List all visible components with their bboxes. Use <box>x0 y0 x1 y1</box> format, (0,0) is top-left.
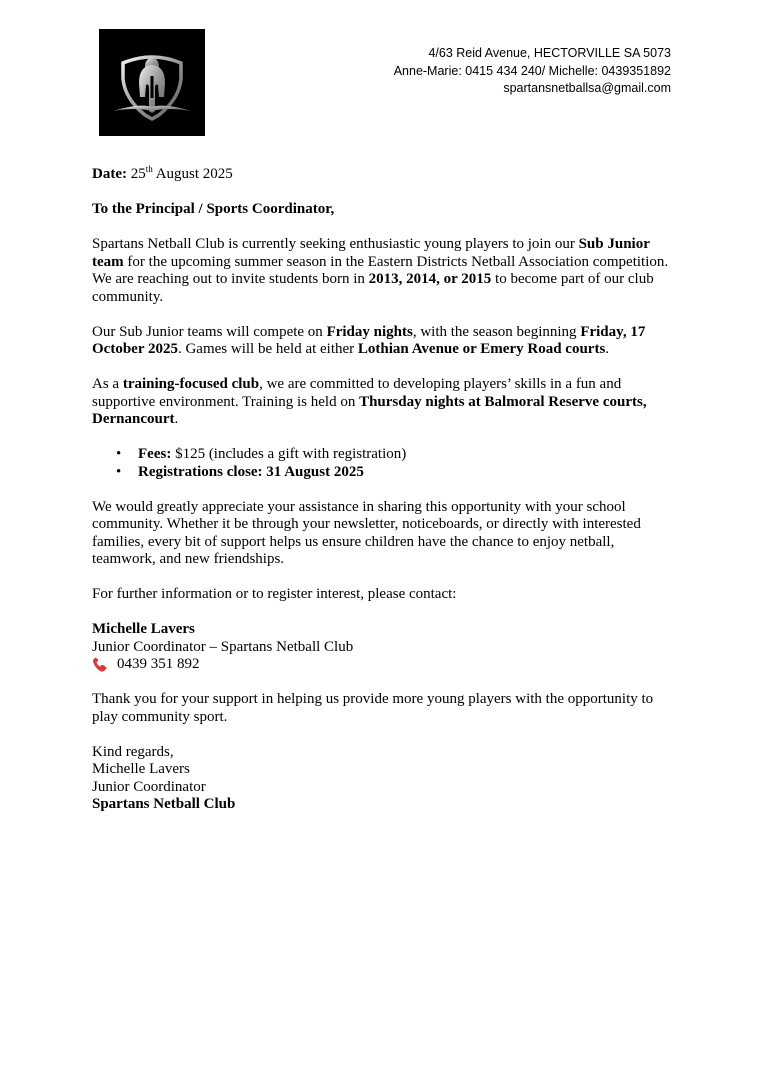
contact-phone-line <box>92 656 672 674</box>
club-address: 4/63 Reid Avenue, HECTORVILLE SA 5073 <box>428 46 671 60</box>
salutation: To the Principal / Sports Coordinator, <box>92 201 335 217</box>
paragraph-contact-intro: For further information or to register interest, please contact: <box>92 586 457 602</box>
date-day: 25 <box>130 166 146 182</box>
list-item-registration-close: • Registrations close: 31 August 2025 <box>138 464 672 482</box>
signoff-club: Spartans Netball Club <box>92 796 236 812</box>
paragraph-invitation: Spartans Netball Club is currently seeking enthusiastic young players to join our Sub Junior team for the upcoming summer season in the Eastern Districts Netball Association competition. We are reaching out to invite students born in 2013, 2014, or 2015 to become part of our club community. <box>92 236 669 305</box>
phone-icon <box>92 657 110 673</box>
club-email[interactable]: spartansnetballsa@gmail.com <box>503 81 671 95</box>
date-month-year: August 2025 <box>155 166 233 182</box>
paragraph-training: As a training-focused club, we are committed to developing players’ skills in a fun and supportive environment. Training is held on Thursday nights at Balmoral Reserve courts, Dernancourt. <box>92 376 647 427</box>
date-line <box>92 166 672 184</box>
club-phones: Anne-Marie: 0415 434 240/ Michelle: 0439351892 <box>393 63 671 78</box>
paragraph-thanks: Thank you for your support in helping us provide more young players with the opportunity to play community sport. <box>92 691 654 725</box>
contact-role: Junior Coordinator – Spartans Netball Club <box>92 638 354 655</box>
paragraph-request: We would greatly appreciate your assistance in sharing this opportunity with your school community. Whether it be through your newsletter, noticeboards, or directly with interested families, every bit of support helps us ensure children have the chance to enjoy netball, teamwork, and new friendships. <box>92 498 641 567</box>
signoff-name: Michelle Lavers <box>92 761 190 777</box>
signoff-regards: Kind regards, <box>92 743 174 760</box>
date-suffix: th <box>145 164 153 174</box>
letterhead-contact <box>394 45 671 98</box>
contact-name: Michelle Lavers <box>92 621 195 637</box>
list-item-fees: • Fees: $125 (includes a gift with registration) <box>138 446 672 464</box>
spartan-helmet-logo-icon <box>99 29 205 136</box>
letter-body <box>92 166 672 814</box>
contact-phone-number[interactable]: 0439 351 892 <box>117 656 200 672</box>
date-label: Date: <box>92 166 127 182</box>
details-list <box>92 446 672 481</box>
paragraph-schedule: Our Sub Junior teams will compete on Friday nights, with the season beginning Friday, 17 October 2025. Games will be held at either Lothian Avenue or Emery Road courts. <box>92 323 646 357</box>
signoff-role: Junior Coordinator <box>92 778 206 795</box>
